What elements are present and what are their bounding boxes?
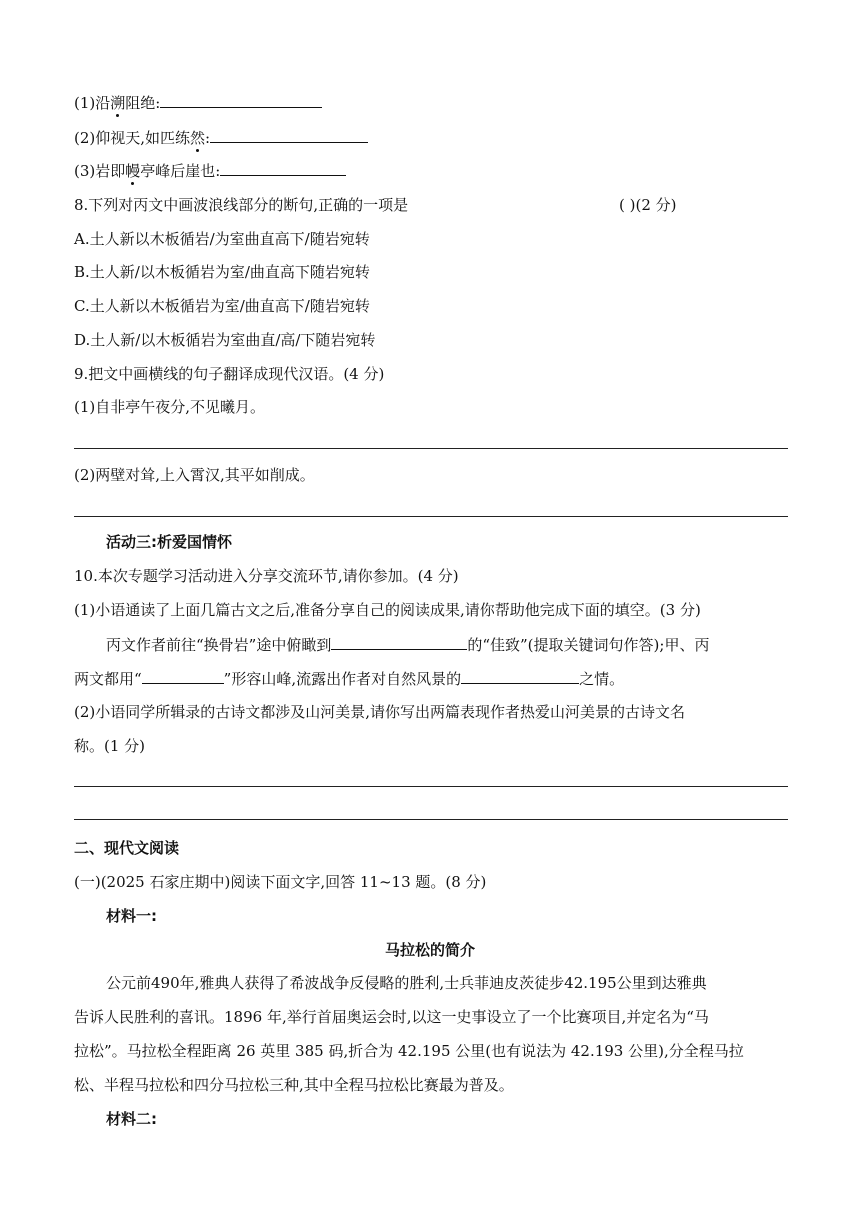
activity3-heading: 活动三:析爱国情怀 bbox=[106, 533, 232, 551]
q10-item-1: (1)小语通读了上面几篇古文之后,准备分享自己的阅读成果,请你帮助他完成下面的填空。(3 分) bbox=[74, 601, 701, 619]
q9-question: 9.把文中画横线的句子翻译成现代汉语。(4 分) bbox=[74, 365, 385, 383]
q10-fill-line-1 bbox=[106, 634, 709, 655]
q7-item-3-prefix: (3)岩即 bbox=[74, 162, 126, 180]
q9-item-2: (2)两壁对耸,上入霄汉,其平如削成。 bbox=[74, 466, 315, 484]
section2-heading: 二、现代文阅读 bbox=[74, 839, 180, 857]
section2-sub-heading: (一)(2025 石家庄期中)阅读下面文字,回答 11~13 题。(8 分) bbox=[74, 873, 487, 891]
q10-answer-line-2[interactable] bbox=[74, 819, 788, 820]
material2-label: 材料二: bbox=[106, 1110, 157, 1128]
q7-item-2 bbox=[74, 127, 368, 148]
q7-item-1-suffix: 阻绝: bbox=[125, 94, 161, 112]
q10-fill-blank-1[interactable] bbox=[331, 634, 467, 650]
q10-fill-blank-2[interactable] bbox=[142, 668, 224, 684]
q7-item-1-dotted-char: 溯 bbox=[110, 94, 126, 112]
q8-score-bracket[interactable]: ( )(2 分) bbox=[619, 196, 677, 214]
q10-fill-text-1: 丙文作者前往“换骨岩”途中俯瞰到 bbox=[106, 636, 332, 654]
q10-answer-line-1[interactable] bbox=[74, 786, 788, 787]
q9-answer-line-1[interactable] bbox=[74, 448, 788, 449]
q7-item-2-dotted-char: 然 bbox=[190, 129, 206, 147]
q7-item-3 bbox=[74, 160, 346, 181]
q10-item-2-line-1: (2)小语同学所辑录的古诗文都涉及山河美景,请你写出两篇表现作者热爱山河美景的古诗文名 bbox=[74, 703, 686, 721]
q7-item-3-suffix: 亭峰后崖也: bbox=[140, 162, 221, 180]
q10-fill-text-2: 的“佳致”(提取关键词句作答);甲、丙 bbox=[467, 636, 710, 654]
q8-option-b[interactable]: B.土人新/以木板循岩为室/曲直高下随岩宛转 bbox=[74, 263, 370, 281]
material1-title: 马拉松的简介 bbox=[384, 941, 475, 959]
material1-label: 材料一: bbox=[106, 907, 157, 925]
q10-fill-text-4: ”形容山峰,流露出作者对自然风景的 bbox=[223, 670, 462, 688]
q7-item-3-dotted-char: 幔 bbox=[125, 162, 141, 180]
q10-fill-text-5: 之情。 bbox=[579, 670, 625, 688]
q7-item-1 bbox=[74, 92, 322, 113]
q8-option-c[interactable]: C.土人新以木板循岩为室/曲直高下/随岩宛转 bbox=[74, 297, 370, 315]
q9-answer-line-2[interactable] bbox=[74, 516, 788, 517]
q10-question: 10.本次专题学习活动进入分享交流环节,请你参加。(4 分) bbox=[74, 567, 459, 585]
q10-fill-text-3: 两文都用“ bbox=[74, 670, 142, 688]
q7-answer-blank-1[interactable] bbox=[160, 92, 322, 108]
q7-item-1-prefix: (1)沿 bbox=[74, 94, 111, 112]
material1-paragraph-line-2: 告诉人民胜利的喜讯。1896 年,举行首届奥运会时,以这一史事设立了一个比赛项目,并定名为“马 bbox=[74, 1008, 709, 1026]
material1-paragraph-line-3: 拉松”。马拉松全程距离 26 英里 385 码,折合为 42.195 公里(也有说法为 42.193 公里),分全程马拉 bbox=[74, 1042, 744, 1060]
q10-item-2-line-2: 称。(1 分) bbox=[74, 737, 146, 755]
q7-item-2-prefix: (2)仰视天,如匹练 bbox=[74, 129, 191, 147]
q7-answer-blank-3[interactable] bbox=[220, 160, 346, 176]
q7-item-2-suffix: : bbox=[205, 129, 211, 147]
material1-paragraph-line-4: 松、半程马拉松和四分马拉松三种,其中全程马拉松比赛最为普及。 bbox=[74, 1076, 514, 1094]
q7-answer-blank-2[interactable] bbox=[210, 127, 368, 143]
q10-fill-blank-3[interactable] bbox=[461, 668, 579, 684]
material1-paragraph-line-1: 公元前490年,雅典人获得了希波战争反侵略的胜利,士兵菲迪皮茨徒步42.195公里到达雅典 bbox=[106, 974, 707, 992]
q9-item-1: (1)自非亭午夜分,不见曦月。 bbox=[74, 398, 266, 416]
q8-question: 8.下列对丙文中画波浪线部分的断句,正确的一项是 bbox=[74, 196, 409, 214]
q8-option-a[interactable]: A.土人新以木板循岩/为室曲直高下/随岩宛转 bbox=[74, 230, 370, 248]
q10-fill-line-2 bbox=[74, 668, 624, 689]
q8-option-d[interactable]: D.土人新/以木板循岩为室曲直/高/下随岩宛转 bbox=[74, 331, 376, 349]
